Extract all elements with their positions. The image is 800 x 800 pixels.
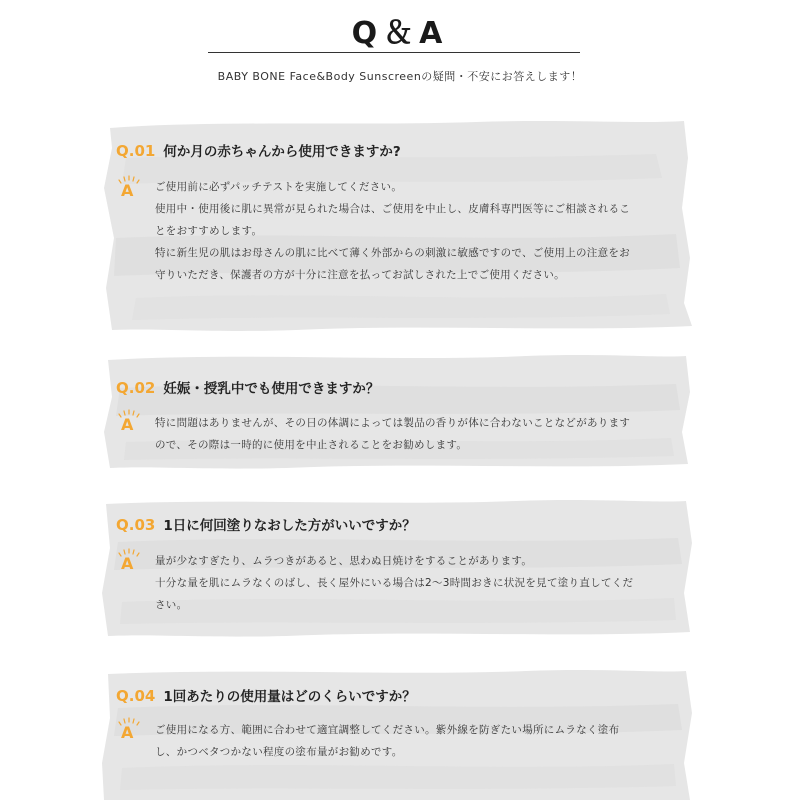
title-divider (208, 52, 580, 53)
question-row (116, 685, 416, 705)
answer-a-icon (118, 409, 140, 435)
question-row (116, 377, 379, 397)
question-number: Q.02 (116, 379, 156, 397)
answer-mark: A (121, 554, 134, 573)
question-text: 妊娠・授乳中でも使用できますか？ (163, 381, 380, 397)
page-subtitle: BABY BONE Face&Body Sunscreenの疑問・不安にお答えします！ (217, 70, 583, 83)
answer-line: 量が少なすぎたり、ムラつきがあると、思わぬ日焼けをすることがあります。 (155, 555, 533, 567)
answer-line: 守りいただき、保護者の方が十分に注意を払ってお試しされた上でご使用ください。 (155, 269, 565, 281)
question-number: Q.04 (116, 687, 156, 705)
answer-line: ので、その際は一時的に使用を中止されることをお勧めします。 (155, 439, 468, 451)
answer-mark: A (121, 415, 134, 434)
question-text: 1日に何回塗りなおした方がいいですか？ (163, 518, 416, 534)
qa-item-1 (96, 118, 696, 333)
answer-line: さい。 (155, 599, 188, 611)
question-text: 1回あたりの使用量はどのくらいですか？ (163, 689, 416, 705)
page-header (0, 0, 800, 100)
answer-a-icon (118, 175, 140, 201)
question-row (116, 514, 416, 534)
question-number: Q.03 (116, 516, 156, 534)
answer-text (155, 176, 695, 286)
answer-line: 使用中・使用後に肌に異常が見られた場合は、ご使用を中止し、皮膚科専門医等にご相談されるこ (155, 203, 631, 215)
question-text: 何か月の赤ちゃんから使用できますか? (163, 144, 401, 160)
qa-item-2 (96, 352, 696, 470)
answer-text (155, 412, 695, 456)
answer-mark: A (121, 181, 134, 200)
answer-mark: A (121, 723, 134, 742)
answer-line: ご使用になる方、範囲に合わせて適宜調整してください。紫外線を防ぎたい場所にムラなく塗布 (155, 724, 620, 736)
answer-line: 十分な量を肌にムラなくのばし、長く屋外にいる場合は2～3時間おきに状況を見て塗り直してくだ (155, 577, 634, 589)
question-row (116, 140, 401, 160)
answer-line: 特に新生児の肌はお母さんの肌に比べて薄く外部からの刺激に敏感ですので、ご使用上の注意をお (155, 247, 630, 259)
page-title: Q＆A (351, 16, 449, 51)
answer-a-icon (118, 717, 140, 743)
qa-item-4 (96, 668, 696, 800)
answer-line: とをおすすめします。 (155, 225, 263, 237)
question-number: Q.01 (116, 142, 156, 160)
answer-text (155, 550, 695, 616)
answer-a-icon (118, 548, 140, 574)
answer-line: し、かつベタつかない程度の塗布量がお勧めです。 (155, 746, 403, 758)
answer-line: 特に問題はありませんが、その日の体調によっては製品の香りが体に合わないことなどがあります (155, 417, 631, 429)
answer-line: ご使用前に必ずパッチテストを実施してください。 (155, 181, 403, 193)
answer-text (155, 719, 695, 763)
qa-item-3 (96, 498, 696, 638)
